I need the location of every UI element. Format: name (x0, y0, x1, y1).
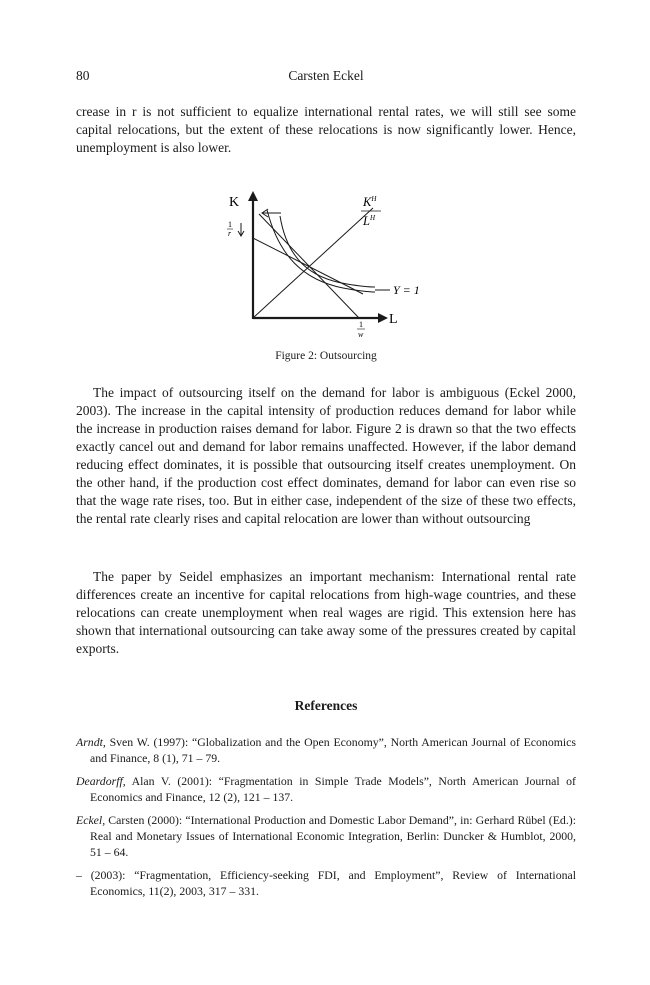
ray-label-numerator: $K^H$ (363, 195, 377, 209)
isocost-line-2 (259, 214, 359, 318)
x-intercept-den: w (358, 330, 364, 339)
isoquant-1 (267, 210, 375, 292)
reference-item (76, 867, 576, 899)
y-intercept-den: r (228, 229, 232, 238)
reference-text: Alan V. (2001): “Fragmentation in Simple Trade Models”, North American Journal of Economics and Finance, 12 (2), 121 – 137. (90, 774, 576, 804)
running-head: Carsten Eckel (288, 68, 364, 83)
reference-text: – (2003): “Fragmentation, Efficiency-seeking FDI, and Employment”, Review of International Economics, 11(2), 2003, 317 – 331. (76, 868, 576, 898)
reference-text: Sven W. (1997): “Globalization and the Open Economy”, North American Journal of Economics and Finance, 8 (1), 71 – 79. (90, 735, 576, 765)
x-intercept-num: 1 (359, 320, 363, 329)
paragraph-1: crease in r is not sufficient to equalize international rental rates, we will still see some capital relocations, but the extent of these relocations is now significantly lower. Hence, unemployment is also lower. (76, 104, 576, 155)
figure-outsourcing (223, 186, 503, 344)
reference-author: Arndt, (76, 735, 106, 749)
reference-text: Carsten (2000): “International Production and Domestic Labor Demand”, in: Gerhard Rübel (Ed.): Real and Monetary Issues of International Economic Integration, Berlin: Duncker & Humblot, 2000, 51 – 64. (90, 813, 576, 859)
y-axis-label: K (229, 195, 240, 210)
figure-caption: Figure 2: Outsourcing (275, 350, 377, 362)
outsourcing-diagram (223, 186, 503, 344)
page-header (76, 68, 576, 86)
ray-label-denominator: $L^H$ (363, 214, 376, 228)
reference-item (76, 773, 576, 805)
isoquant-label: Y = 1 (393, 283, 420, 297)
reference-item (76, 734, 576, 766)
y-intercept-num: 1 (228, 220, 232, 229)
paragraph-3: The paper by Seidel emphasizes an important mechanism: International rental rate differences create an incentive for capital relocations from high-wage countries, and these relocations can create unemployment when real wages are rigid. This extension here has shown that international outsourcing can take away some of the pressures created by capital exports. (76, 569, 576, 656)
isocost-line-1 (253, 238, 363, 294)
page-number: 80 (76, 68, 90, 83)
references-heading: References (294, 698, 358, 713)
reference-author: Deardorff, (76, 774, 126, 788)
reference-item (76, 812, 576, 860)
reference-author: Eckel, (76, 813, 106, 827)
references-list (76, 734, 576, 906)
x-axis-label: L (389, 312, 398, 327)
paragraph-2: The impact of outsourcing itself on the demand for labor is ambiguous (Eckel 2000, 2003). The increase in the capital intensity of production reduces demand for labor while the increase in production raises demand for labor. Figure 2 is drawn so that the two effects exactly cancel out and demand for labor remains unaffected. However, if the labor demand reducing effect dominates, it is possible that outsourcing itself creates unemployment. On the other hand, if the production cost effect dominates, demand for labor can even rise so that the wage rate rises, too. But in either case, independent of the size of these two effects, the rental rate clearly rises and capital relocation are lower than without outsourcing (76, 385, 576, 526)
